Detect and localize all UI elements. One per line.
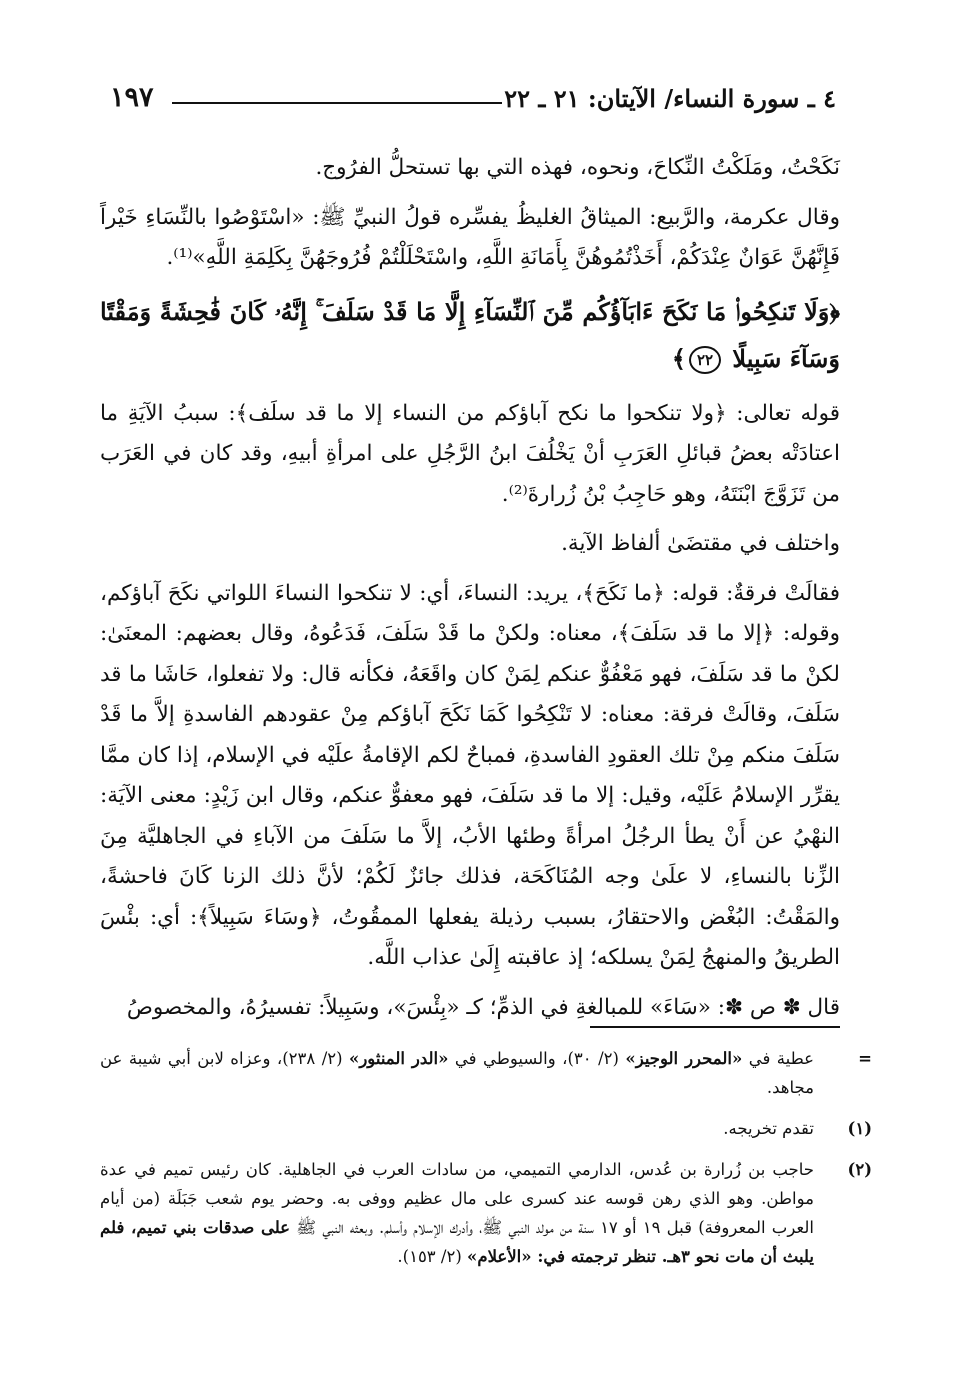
footnote-text bbox=[100, 1044, 814, 1102]
footnote-text: تقدم تخريجه. bbox=[723, 1119, 814, 1138]
footnote bbox=[100, 1044, 872, 1102]
footnote-text-part: حاجب بن زُرارة بن عُدس، الدارمي التميمي، من سادات العرب في الجاهلية. كان رئيس تميم في عدة مواطن. وهو الذي رهن قوسه عند كسرى على مال عظيم ووفى به. وحضر يوم شعب جَبَلَة (من أيام العرب المعروفة) قبل ١٩ أو ١٧ سنة من مولد النبي ﷺ، وأدرك الإسلام وأسلم. وبعثه النبي ﷺ bbox=[100, 1160, 814, 1237]
paragraph: وقال عكرمة، والرَّبيع: الميثاقُ الغليظُ يفسِّره قولُ النبيِّ ﷺ: «اسْتَوْصُوا بالنِّسَاءِ خَيْراً فَإِنَّهُنَّ عَوَانٌ عِنْدَكُمْ، أَخَذْتُمُوهُنَّ بِأَمَانَةِ اللَّهِ، واسْتَحْلَلْتُمْ فُرُوجَهُنَّ بِكَلِمَةِ اللَّهِ»⁽¹⁾. bbox=[100, 204, 840, 270]
paragraph: قوله تعالى: ﴿ولا تنكحوا ما نكح آباؤكم من النساء إلا ما قد سلَف﴾: سببُ الآيَةِ ما اعتادَتْه بعضُ قبائلِ العَرَبِ أنْ يَخْلُفَ ابنُ الرَّجُلِ على امرأةِ أبيهِ، وقد كان في العَرَب من تَزَوَّجَ ابْنَتَهُ، وهو حَاجِبُ بْنُ زُرارةَ⁽²⁾. bbox=[100, 400, 840, 507]
paragraph: واختلف في مقتضَىٰ ألفاظ الآية. bbox=[561, 531, 840, 556]
page-header bbox=[106, 82, 836, 126]
paragraph: نَكَحْتُ، ومَلَكْتُ النِّكاحَ، ونحوه، فهذه التي بها تستحلُّ الفرُوج. bbox=[315, 155, 840, 180]
paragraph: قال ✽ ص ✽: «سَاءَ» للمبالغةِ في الذمِّ؛ كـ «بِئْسَ»، وسَبِيلاً: تفسيرُهُ، والمخصوصُ bbox=[126, 994, 840, 1020]
footnotes bbox=[100, 1044, 872, 1283]
footnote-text bbox=[100, 1155, 814, 1271]
main-text bbox=[100, 148, 840, 1037]
paragraph: فقالَتْ فرقةٌ: قوله: ﴿ما نَكَحَ﴾، يريد: النساءَ، أي: لا تنكحوا النساءَ اللواتي نكَحَ آباؤكم، وقوله: ﴿إلا ما قد سَلَفَ﴾، معناه: ولكنْ ما قَدْ سَلَفَ، فَدَعُوهُ، وقال بعضهم: المعنَىٰ: لكنْ ما قد سَلَفَ، فهو مَعْفُوٌّ عنكم لِمَنْ كان واقَعَهُ، فكأنه قال: ولا تفعلوا، حَاشَا ما قد سَلَفَ، وقالَتْ فرقة: معناه: لا تَنْكِحُوا كَمَا نَكَحَ آباؤكم مِنْ عقودهم الفاسدةِ إلاَّ ما قَدْ سَلَفَ منكم مِنْ تلك العقودِ الفاسدةِ، فمباحٌ لكم الإقامةُ علَيْه في الإسلام، إذا كان ممَّا يقرِّر الإسلامُ عَلَيْه، وقيل: إلا ما قد سَلَفَ، فهو معفوٌّ عنكم، وقال ابن زَيْدٍ: معنى الآيَة: النهْيُ عن أَنْ يطأ الرجُلُ امرأةً وطئها الأبُ، إلاَّ ما سَلَفَ من الآباءِ في الجاهليَّة مِنَ الزِّنا بالنساءِ، لا علَىٰ وجه المُنَاكَحَة، فذلك جائزٌ لَكُمْ؛ لأنَّ ذلك الزنا كَانَ فاحشةً، والمَقْتُ: البُغْض والاحتقارُ، بسبب رذيلة يفعلها الممقُوتُ، ﴿وسَاءَ سَبِيلاً﴾: أي: بئْسَ الطريقُ والمنهجُ لِمَنْ يسلكه؛ إذ عاقبته إِلَىٰ عذاب اللَّه. bbox=[100, 580, 840, 970]
verse-close-bracket: ﴾ bbox=[671, 343, 686, 373]
footnote-marker: (١) bbox=[847, 1119, 872, 1138]
verse-text: ﴿وَلَا تَنكِحُوا۟ مَا نَكَحَ ءَابَآؤُكُم مِّنَ ٱلنِّسَآءِ إِلَّا مَا قَدْ سَلَفَ ۚ إِنَّهُۥ كَانَ فَٰحِشَةً وَمَقْتًا وَسَآءَ سَبِيلًا bbox=[100, 296, 840, 373]
footnote bbox=[100, 1114, 872, 1143]
footnote-text-part: عطية في bbox=[742, 1049, 815, 1068]
header-rule bbox=[172, 102, 502, 104]
book-title: «المحرر الوجيز» bbox=[625, 1049, 743, 1068]
footnote-text-part: (٢/ ٢٣٨)، وعزاه لابن أبي شيبة عن مجاهد. bbox=[100, 1049, 814, 1097]
running-title: ٤ ـ سورة النساء/ الآيتان: ٢١ ـ ٢٢ bbox=[504, 84, 836, 113]
verse-number-icon: ٢٢ bbox=[689, 346, 721, 374]
footnote-marker: (٢) bbox=[847, 1160, 872, 1179]
footnote-marker: = bbox=[858, 1049, 872, 1068]
footnote bbox=[100, 1155, 872, 1271]
page-number: ١٩٧ bbox=[110, 82, 154, 113]
footnote-bold-part: على صدقات بني تميم، فلم يلبث أن مات نحو ٣هـ. تنظر ترجمته في: «الأعلام» bbox=[100, 1218, 814, 1266]
footnote-text-part: (٢/ ٣٠)، والسيوطي في bbox=[448, 1049, 626, 1068]
footnote-text-part: (٢/ ١٥٣). bbox=[397, 1247, 468, 1266]
book-title: «الدر المنثور» bbox=[349, 1049, 449, 1068]
footnote-separator bbox=[590, 1026, 840, 1028]
quran-verse bbox=[100, 288, 840, 382]
